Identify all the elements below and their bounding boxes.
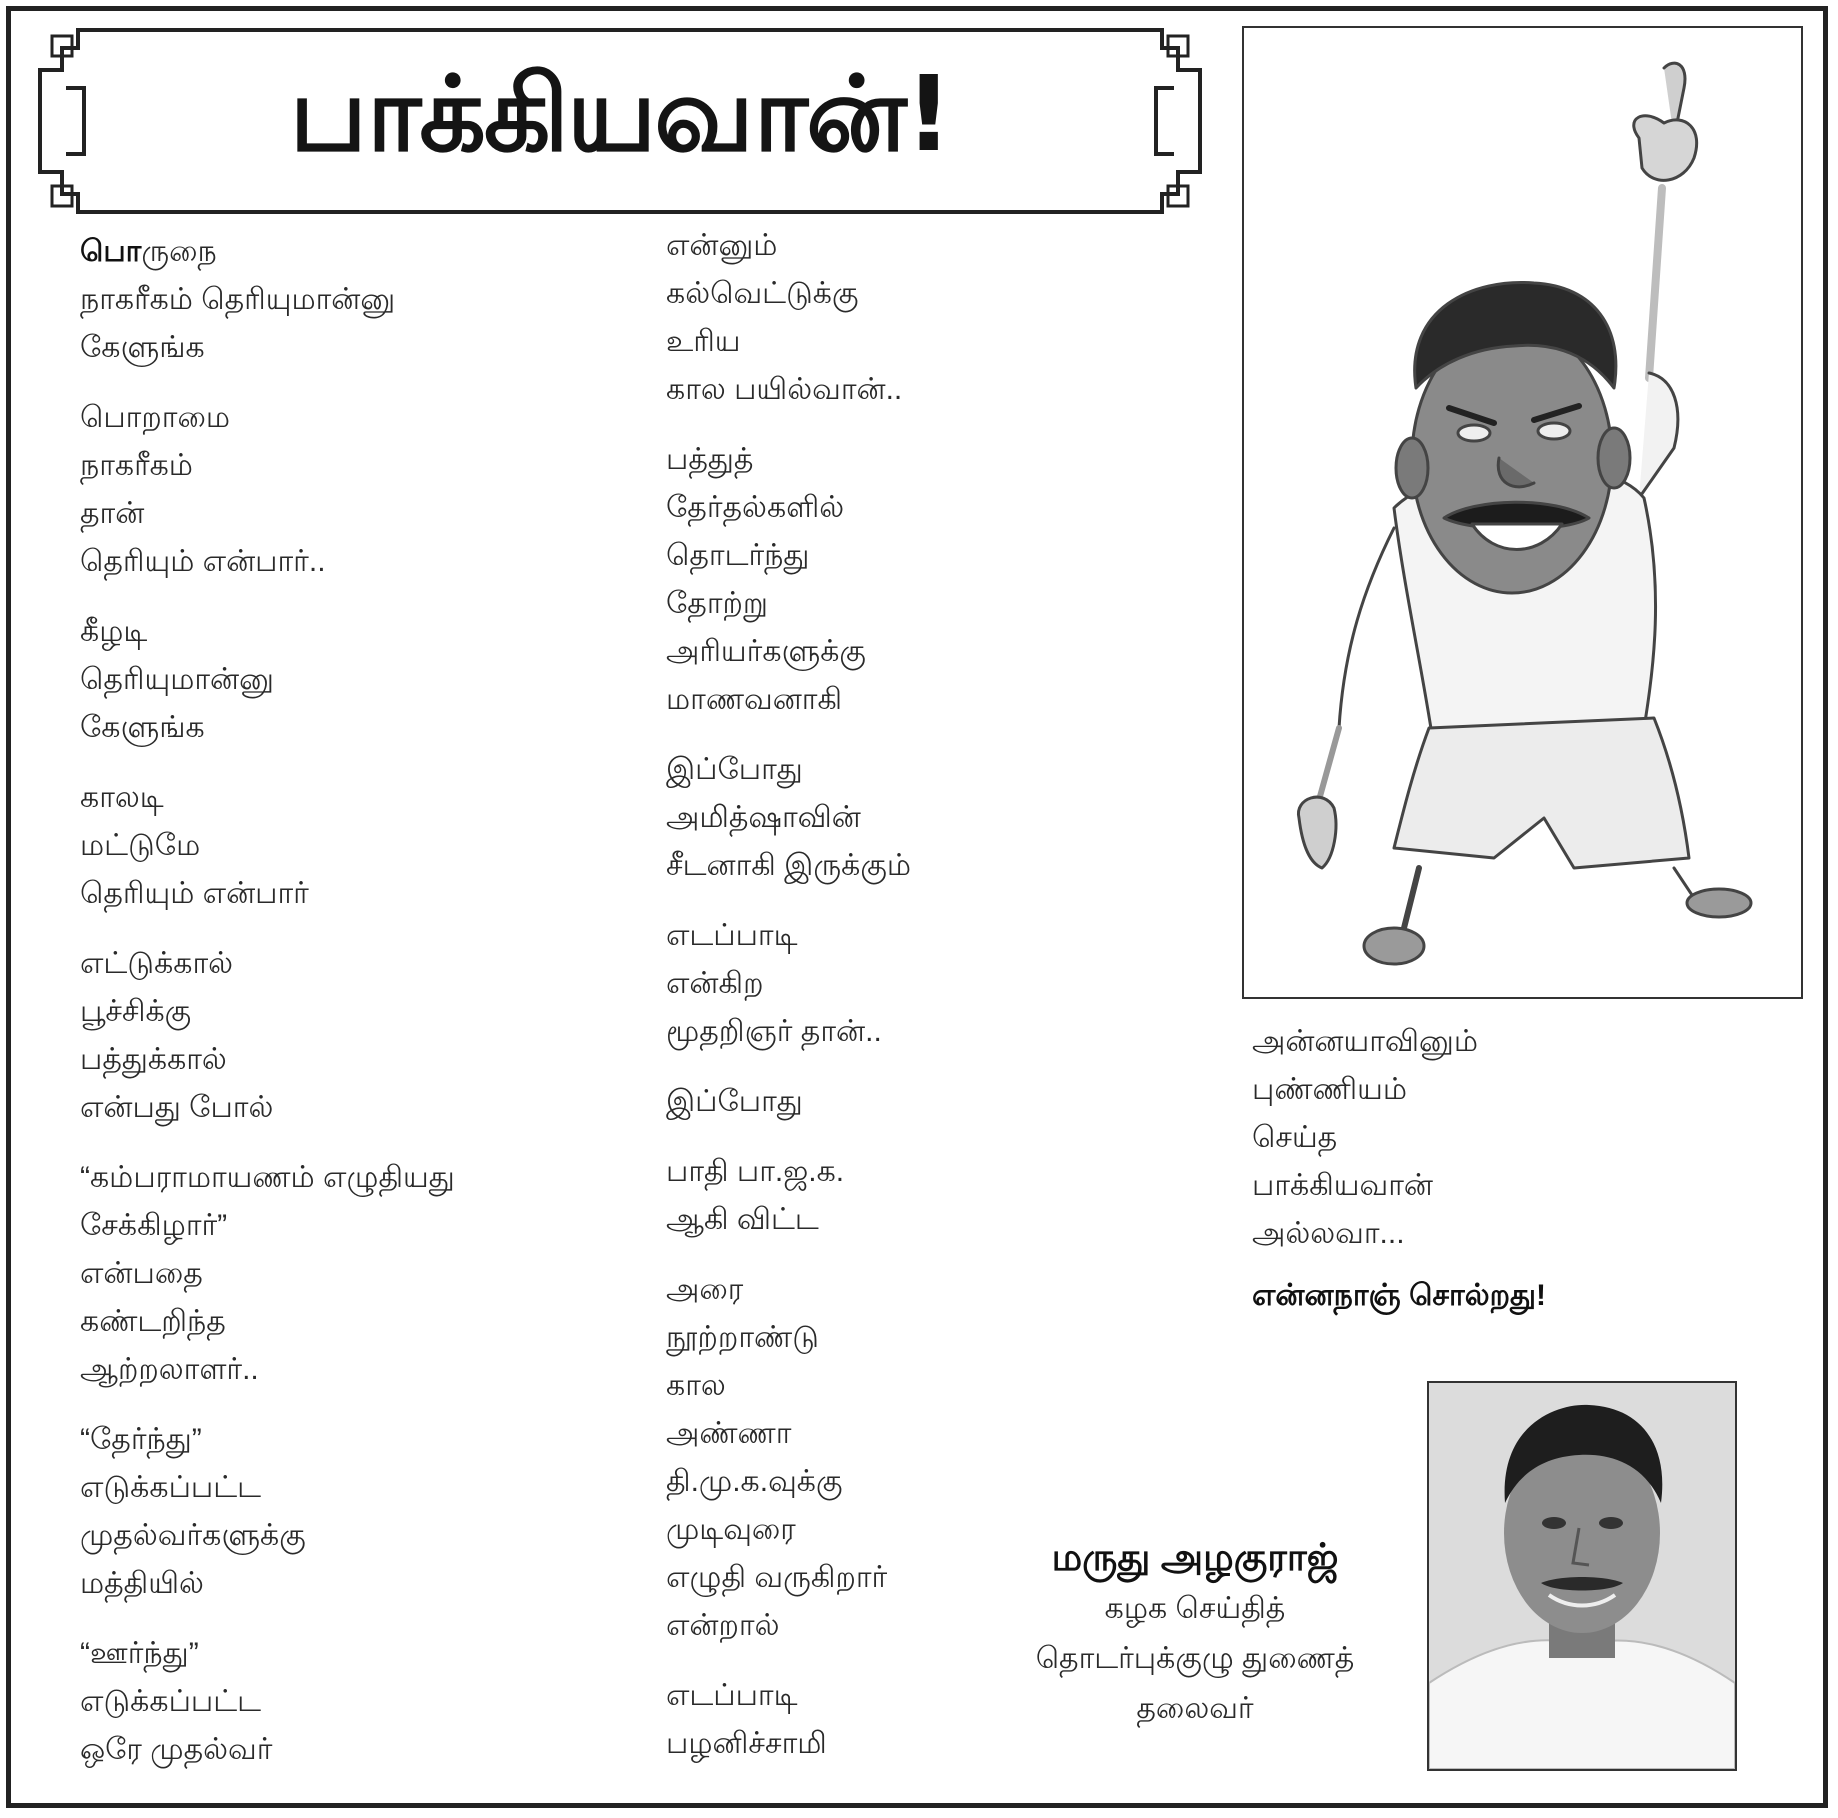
poem-line: “தேர்ந்து” (80, 1423, 202, 1456)
stanza (80, 1154, 455, 1394)
poem-line: அன்னயாவினும் (1252, 1025, 1478, 1058)
poem-line: மாணவனாகி (666, 683, 843, 716)
author-role-line: கழக செய்தித் (1104, 1592, 1286, 1625)
poem-line: அமித்ஷாவின் (666, 801, 861, 834)
poem-line: கேளுங்க (80, 711, 205, 744)
poem-line: அல்லவா... (1252, 1217, 1405, 1250)
title-box (38, 26, 1202, 216)
cartoon-illustration (1242, 26, 1803, 999)
signoff-line: என்னநாஞ் சொல்றது! (1252, 1279, 1547, 1312)
stanza (666, 1672, 911, 1768)
poem-line: தெரியும் என்பார் (80, 877, 309, 910)
poem-line: ஆகி விட்ட (666, 1203, 819, 1236)
poem-line: கால (666, 1369, 726, 1402)
poem-line: சேக்கிழார்” (80, 1209, 228, 1242)
stanza (666, 1078, 911, 1126)
poem-line: அரியர்களுக்கு (666, 635, 866, 668)
poem-line: முதல்வர்களுக்கு (80, 1519, 306, 1552)
poem-line: தெரியுமான்னு (80, 663, 274, 696)
poem-line: என்பதை (80, 1257, 203, 1290)
drop-word: பொ (80, 235, 142, 268)
poem-line: சீடனாகி இருக்கும் (666, 849, 911, 882)
poem-line: மட்டுமே (80, 829, 201, 862)
author-byline (990, 1532, 1400, 1734)
poem-line: எடுக்கப்பட்ட (80, 1471, 261, 1504)
poem-line: அண்ணா (666, 1417, 792, 1450)
poem-line: எழுதி வருகிறார் (666, 1561, 888, 1594)
poem-line: எடுக்கப்பட்ட (80, 1685, 261, 1718)
poem-line: கீழடி (80, 615, 148, 648)
poem-line: தோற்று (666, 587, 769, 620)
poem-line: புண்ணியம் (1252, 1073, 1407, 1106)
poem-line: கண்டறிந்த (80, 1305, 226, 1338)
poem-line: பொறாமை (80, 401, 230, 434)
poem-line: கேளுங்க (80, 331, 205, 364)
stanza (80, 1416, 455, 1608)
stanza (666, 912, 911, 1056)
poem-line: நாகரீகம் தெரியுமான்னு (80, 283, 396, 316)
poem-line: நாகரீகம் (80, 449, 193, 482)
poem-line: எடப்பாடி (666, 1679, 798, 1712)
poem-line: காலடி (80, 781, 164, 814)
poem-line: பாதி பா.ஜ.க. (666, 1155, 845, 1188)
poem-line: மூதறிஞர் தான்.. (666, 1015, 882, 1048)
poem-line: செய்த (1252, 1121, 1338, 1154)
poem-line: எடப்பாடி (666, 919, 798, 952)
stanza (666, 1266, 911, 1650)
poem-line: “ஊர்ந்து” (80, 1637, 199, 1670)
poem-line: பழனிச்சாமி (666, 1727, 827, 1760)
poem-line: தேர்தல்களில் (666, 491, 845, 524)
poem-line: உரிய (666, 325, 741, 358)
poem-line: தி.மு.க.வுக்கு (666, 1465, 843, 1498)
poem-column-2 (666, 222, 911, 1790)
stanza (666, 222, 911, 414)
poem-line: பத்துத் (666, 443, 754, 476)
poem-line: நூற்றாண்டு (666, 1321, 819, 1354)
poem-line: தான் (80, 497, 145, 530)
poem-line: என்கிற (666, 967, 764, 1000)
poem-line: ஆற்றலாளர்.. (80, 1353, 259, 1386)
poem-column-1 (80, 228, 455, 1796)
page-title: பாக்கியவான்! (289, 53, 951, 175)
poem-line: தொடர்ந்து (666, 539, 810, 572)
poem-line: என்பது போல் (80, 1091, 274, 1124)
stanza (666, 746, 911, 890)
author-role-line: தலைவர் (1136, 1692, 1254, 1725)
poem-line: என்றால் (666, 1609, 780, 1642)
stanza (666, 436, 911, 724)
poem-line: அரை (666, 1273, 744, 1306)
poem-line: கல்வெட்டுக்கு (666, 277, 859, 310)
author-name: மருது அழகுராஜ் (1051, 1537, 1339, 1579)
stanza (80, 394, 455, 586)
author-role-line: தொடர்புக்குழு துணைத் (1035, 1642, 1355, 1675)
caricature-drawing (1244, 28, 1801, 997)
poem-line: இப்போது (666, 1085, 803, 1118)
stanza (666, 1148, 911, 1244)
poem-line: பாக்கியவான் (1252, 1169, 1433, 1202)
poem-line: பொருநை (80, 235, 217, 268)
poem-line: தெரியும் என்பார்.. (80, 545, 326, 578)
author-photo (1427, 1381, 1737, 1771)
stanza (80, 774, 455, 918)
poem-line: பத்துக்கால் (80, 1043, 227, 1076)
poem-line: மத்தியில் (80, 1567, 204, 1600)
poem-line: என்னும் (666, 229, 778, 262)
stanza (80, 608, 455, 752)
poem-line: “கம்பராமாயணம் எழுதியது (80, 1161, 455, 1194)
stanza (80, 228, 455, 372)
poem-column-3 (1252, 1018, 1546, 1320)
poem-line: எட்டுக்கால் (80, 947, 234, 980)
poem-line: முடிவுரை (666, 1513, 796, 1546)
portrait-drawing (1429, 1383, 1735, 1769)
stanza (80, 940, 455, 1132)
stanza (80, 1630, 455, 1774)
poem-line: பூச்சிக்கு (80, 995, 192, 1028)
poem-line: ஒரே முதல்வர் (80, 1733, 273, 1766)
poem-line: இப்போது (666, 753, 803, 786)
poem-line: கால பயில்வான்.. (666, 373, 903, 406)
